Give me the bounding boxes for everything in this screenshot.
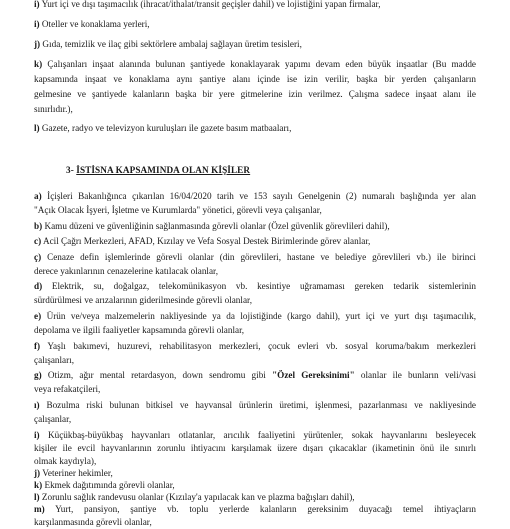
list-item-continuation: çalışanlar, xyxy=(34,414,72,424)
list-item-continuation: depolama ve ilgili faaliyetler kapsamında görevli olanlar, xyxy=(34,325,245,335)
list-item-continuation: kapsamında inşaat ve konaklama aynı şantiye alanı içinde ise izin verilir, başka bir yerden çalışanların xyxy=(34,74,476,84)
list-item: f) Yaşlı bakımevi, huzurevi, rehabilitasyon merkezleri, çocuk evleri vb. sosyal koruma/bakım merkezleri xyxy=(34,341,476,351)
list-item: l) Gazete, radyo ve televizyon kuruluşları ile gazete basım matbaaları, xyxy=(34,123,292,133)
list-item-continuation: çalışanları, xyxy=(34,355,75,365)
list-item: ı) Bozulma riski bulunan bitkisel ve hayvansal ürünlerin üretimi, işlenmesi, pazarlanması ve nakliyesinde xyxy=(34,400,476,410)
list-item: k) Ekmek dağıtımında görevli olanlar, xyxy=(34,480,175,490)
list-item: b) Kamu düzeni ve güvenliğinin sağlanmasında görevli olanlar (Özel güvenlik görevlileri dahil), xyxy=(34,221,390,231)
list-item: e) Ürün ve/veya malzemelerin nakliyesinde ya da lojistiğinde (kargo dahil), yurt içi ve yurt dışı taşımacılık, xyxy=(34,311,476,321)
list-item-continuation: veya refakatçileri, xyxy=(34,384,101,394)
list-item-continuation: karşılanmasında görevli olanlar, xyxy=(34,517,152,527)
list-item: i) Oteller ve konaklama yerleri, xyxy=(34,19,150,29)
list-item: i) Yurt içi ve dışı taşımacılık (ihracat/ithalat/transit geçişler dahil) ve lojistiğini yapan firmalar, xyxy=(34,0,381,9)
section-title: İSTİSNA KAPSAMINDA OLAN KİŞİLER xyxy=(76,165,251,175)
list-item: j) Veteriner hekimler, xyxy=(34,468,113,478)
special-needs-emphasis: "Özel Gereksinimi" xyxy=(272,370,355,380)
list-item: m) Yurt, pansiyon, şantiye vb. toplu yerlerde kalanların gereksinim duyacağı temel ihtiyaçların xyxy=(34,504,476,514)
list-item: k) Çalışanları inşaat alanında bulunan şantiyede konaklayarak yapımı devam eden büyük inşaatlar (Bu madde xyxy=(34,59,477,69)
list-item-continuation: derece yakınlarının cenazelerine katılacak olanlar, xyxy=(34,266,219,276)
list-item-continuation: gelmesine ve şantiyede kalanların başka bir yere gitmelerine izin verilmez. Çalışma sadece inşaat alanı ile xyxy=(34,89,476,99)
list-item-continuation: sürdürülmesi ve arızalarının giderilmesinde görevli olanlar, xyxy=(34,295,253,305)
list-item-continuation: sınırlıdır.), xyxy=(34,104,73,114)
list-item-continuation: "Açık Olacak İşyeri, İşletme ve Kurumlarda" yönetici, görevli veya çalışanlar, xyxy=(34,205,322,215)
list-item: j) Gıda, temizlik ve ilaç gibi sektörlere ambalaj sağlayan üretim tesisleri, xyxy=(34,39,302,49)
list-item: ç) Cenaze defin işlemlerinde görevli olanlar (din görevlileri, hastane ve belediye görevlileri vb.) ile birinci xyxy=(34,252,476,262)
list-item: d) Elektrik, su, doğalgaz, telekomünikasyon vb. kesintiye uğramaması gereken tedarik sistemlerinin xyxy=(34,281,477,291)
list-item: i) Küçükbaş-büyükbaş hayvanları otlatanlar, arıcılık faaliyetini yürütenler, sokak hayvanlarını besleyecek xyxy=(34,430,476,440)
list-item-continuation: kişiler ile evcil hayvanlarının zorunlu ihtiyacını karşılamak üzere dışarı çıkacaklar (ikametinin önü ile sınırlı xyxy=(34,443,476,453)
list-item-continuation: olmak kaydıyla), xyxy=(34,456,97,466)
list-item: a) İçişleri Bakanlığınca çıkarılan 16/04/2020 tarih ve 153 sayılı Genelgenin (2) numaralı başlığında yer alan xyxy=(34,191,477,201)
section-heading: 3- İSTİSNA KAPSAMINDA OLAN KİŞİLER xyxy=(66,165,251,175)
list-item: g) Otizm, ağır mental retardasyon, down sendromu gibi "Özel Gereksinimi" olanlar ile bunların veli/vasi xyxy=(34,370,477,380)
list-item: l) Zorunlu sağlık randevusu olanlar (Kızılay'a yapılacak kan ve plazma bağışları dahil), xyxy=(34,492,355,502)
list-item: c) Acil Çağrı Merkezleri, AFAD, Kızılay ve Vefa Sosyal Destek Birimlerinde görev alanlar, xyxy=(34,236,371,246)
